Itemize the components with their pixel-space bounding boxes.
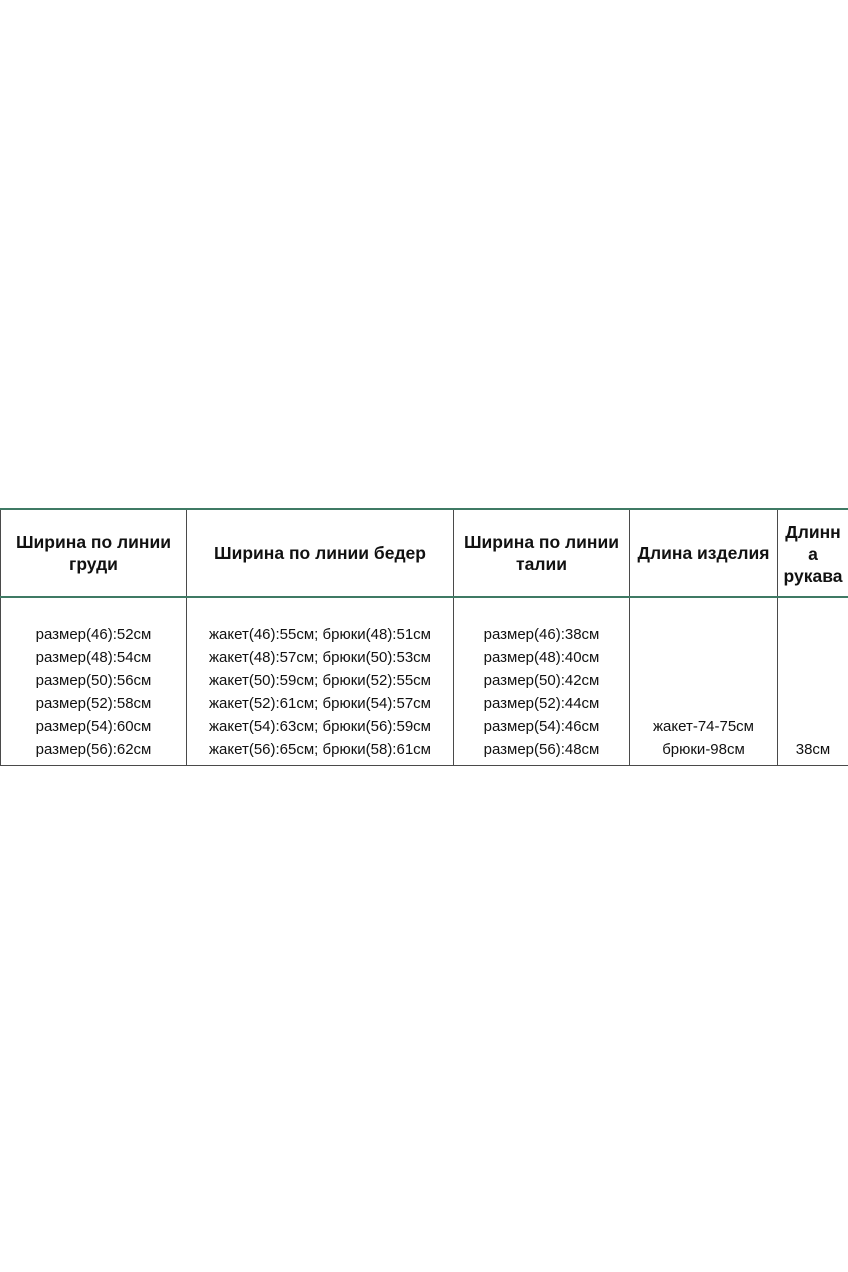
header-garment-length: Длина изделия [630, 509, 778, 597]
cell-waist-values [454, 597, 630, 766]
hip-value: жакет(56):65см; брюки(58):61см [209, 741, 431, 758]
waist-value: размер(56):48см [483, 741, 600, 758]
waist-value: размер(52):44см [483, 695, 600, 712]
header-row [1, 509, 848, 597]
hip-value: жакет(54):63см; брюки(56):59см [209, 718, 431, 735]
chest-value: размер(48):54см [35, 649, 152, 666]
header-sleeve-line: Длинн [785, 522, 841, 542]
data-row [1, 597, 848, 766]
cell-sleeve-value [778, 597, 848, 766]
hip-value: жакет(50):59см; брюки(52):55см [209, 672, 431, 689]
hip-value: жакет(52):61см; брюки(54):57см [209, 695, 431, 712]
header-sleeve-length [778, 509, 848, 597]
waist-value: размер(46):38см [483, 626, 600, 643]
length-value: брюки-98см [662, 741, 745, 758]
cell-chest-values [1, 597, 187, 766]
header-hip-width: Ширина по линии бедер [187, 509, 454, 597]
waist-value: размер(54):46см [483, 718, 600, 735]
header-waist-width: Ширина по линии талии [454, 509, 630, 597]
sleeve-value: 38см [795, 741, 831, 758]
waist-value: размер(50):42см [483, 672, 600, 689]
length-value: жакет-74-75см [653, 718, 754, 735]
header-chest-width: Ширина по линии груди [1, 509, 187, 597]
chest-value: размер(50):56см [35, 672, 152, 689]
cell-length-values [630, 597, 778, 766]
waist-value: размер(48):40см [483, 649, 600, 666]
size-chart-table [0, 508, 848, 766]
hip-value: жакет(48):57см; брюки(50):53см [209, 649, 431, 666]
hip-value: жакет(46):55см; брюки(48):51см [209, 626, 431, 643]
cell-hip-values [187, 597, 454, 766]
chest-value: размер(54):60см [35, 718, 152, 735]
chest-value: размер(52):58см [35, 695, 152, 712]
header-sleeve-line: а [808, 544, 818, 564]
chest-value: размер(46):52см [35, 626, 152, 643]
header-sleeve-line: рукава [783, 566, 843, 586]
chest-value: размер(56):62см [35, 741, 152, 758]
